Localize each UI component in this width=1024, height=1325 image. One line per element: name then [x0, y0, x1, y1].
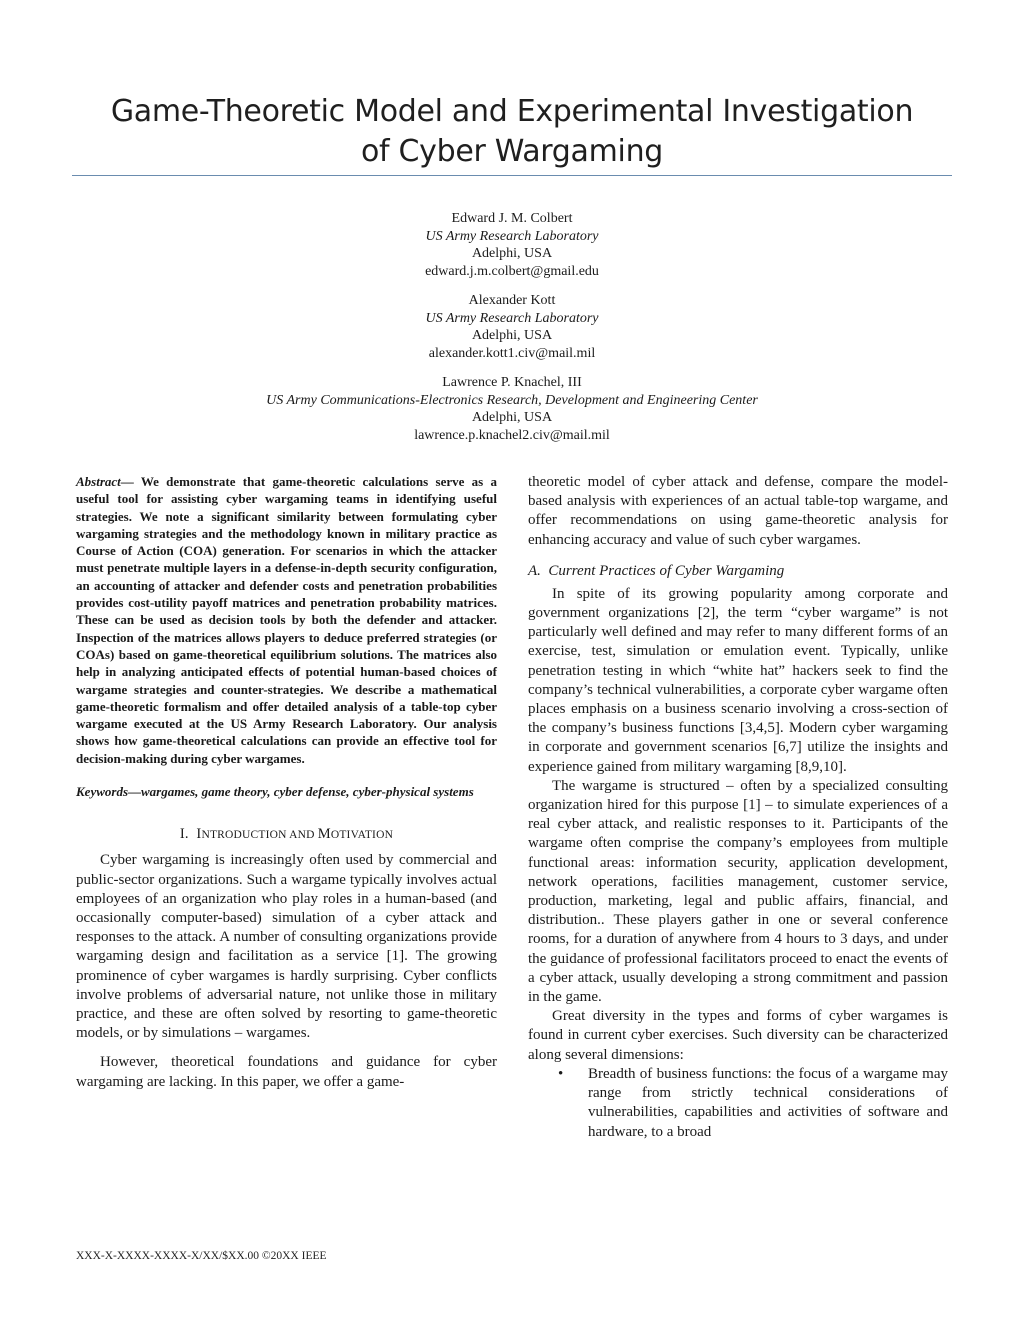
author-location: Adelphi, USA: [471, 246, 553, 261]
section-heading-smallcaps: NTRODUCTION AND: [201, 829, 318, 842]
author-name: Alexander Kott: [468, 293, 556, 308]
subsection-title: Current Practices of Cyber Wargaming: [548, 562, 785, 579]
copyright-footer: XXX-X-XXXX-XXXX-X/XX/$XX.00 ©20XX IEEE: [76, 1250, 327, 1262]
keywords-label: Keywords: [76, 784, 128, 800]
list-item-text: Breadth of business functions: the focus of a wargame may range from strictly technical considerations of vulnerabilities, capabilities and activities of software and hardware, to a broad: [588, 1065, 948, 1140]
author-name: Lawrence P. Knachel, III: [442, 375, 582, 390]
paragraph: The wargame is structured – often by a specialized consulting organization hired for this purpose [1] – to simulate experiences of a real cyber attack, and realistic responses to it. Participants of the wargame often comprise the company’s employees from multiple functional areas: information security, application development, network operations, facilities management, customer service, production, marketing, legal and public affairs, financial, and distribution.. These players gather in one or several conference rooms, for a duration of anywhere from 4 hours to 3 days, and under the guidance of professional facilitators proceed to enact the events of a cyber attack, usually developing a strong commitment and passion in the game.: [528, 777, 948, 1006]
subsection-heading: [528, 562, 948, 581]
keywords: [76, 783, 497, 800]
paper-title: [60, 92, 964, 172]
author-1: [100, 210, 924, 280]
keywords-text: —wargames, game theory, cyber defense, cyber-physical systems: [128, 784, 474, 800]
paragraph: Great diversity in the types and forms of cyber wargames is found in current cyber exercises. Such diversity can be characterized along several dimensions:: [528, 1008, 948, 1063]
section-heading-cap: I: [196, 826, 202, 843]
left-column: [76, 473, 497, 1092]
list-item: [528, 1065, 948, 1142]
paragraph: Cyber wargaming is increasingly often used by commercial and public-sector organizations. Such a wargame typically involves actual employees of an organization who play roles in a human-based (and occasionally computer-based) simulation of a cyber attack and responses to the attack. A number of consulting organizations provide wargaming design and facilitation as a service [1]. The growing prominence of cyber wargames is hardly surprising. Cyber conflicts involve problems of adversarial nature, not unlike those in military practice, and these are often solved by resorting to game-theoretic models, or by simulations – wargames.: [76, 852, 497, 1042]
author-email[interactable]: lawrence.p.knachel2.civ@mail.mil: [414, 427, 610, 443]
paragraph: However, theoretical foundations and guidance for cyber wargaming are lacking. In this paper, we offer a game-: [76, 1054, 497, 1090]
author-name: Edward J. M. Colbert: [451, 211, 573, 226]
section-number: I.: [179, 826, 189, 843]
section-heading-cap: M: [317, 826, 331, 843]
author-email[interactable]: alexander.kott1.civ@mail.mil: [428, 345, 596, 361]
section-heading-smallcaps: OTIVATION: [330, 829, 394, 842]
paragraph: theoretic model of cyber attack and defense, compare the model-based analysis with experiences of an actual table-top wargame, and offer recommendations on using game-theoretic analysis for enhancing accuracy and value of such cyber wargames.: [528, 474, 948, 548]
right-column: [528, 473, 948, 1142]
author-affiliation: US Army Communications-Electronics Research, Development and Engineering Center: [266, 392, 758, 408]
author-affiliation: US Army Research Laboratory: [425, 228, 599, 244]
paragraph: In spite of its growing popularity among corporate and government organizations [2], the term “cyber wargame” is not particularly well defined and may refer to many different forms of an exercise, test, simulation or emulation event. Typically, unlike penetration testing in which “white hat” hackers seek to find the company’s technical vulnerabilities, a corporate cyber wargame often places emphasis on a business scenario involving a cross-section of the company’s business functions [3,4,5]. Modern cyber wargaming in corporate and government scenarios [6,7] utilize the insights and experience gained from military wargaming [8,9,10].: [528, 585, 948, 775]
abstract: [76, 473, 497, 767]
author-2: [100, 292, 924, 362]
abstract-label: Abstract: [76, 474, 121, 489]
abstract-separator: —: [120, 474, 141, 489]
title-line-2: of Cyber Wargaming: [360, 134, 664, 169]
section-heading: [76, 826, 497, 843]
author-affiliation: US Army Research Laboratory: [425, 310, 599, 326]
title-line-1: Game-Theoretic Model and Experimental Investigation: [110, 94, 914, 129]
subsection-label: A.: [528, 562, 541, 579]
author-location: Adelphi, USA: [471, 410, 553, 425]
author-email[interactable]: edward.j.m.colbert@gmail.edu: [425, 263, 599, 279]
author-list: [100, 210, 924, 456]
author-location: Adelphi, USA: [471, 328, 553, 343]
abstract-text: We demonstrate that game-theoretic calculations serve as a useful tool for assisting cyber wargaming teams in identifying useful strategies. We note a significant similarity between formulating cyber wargaming strategies and the methodology known in military practice as Course of Action (COA) generation. For scenarios in which the attacker must penetrate multiple layers in a defense-in-depth security configuration, an accounting of attacker and defender costs and penetration probabilities provides cost-utility payoff matrices and penetration probability matrices. These can be used as decision tools by both the defender and attacker. Inspection of the matrices allows players to deduce preferred strategies (or COAs) based on game-theoretical equilibrium solutions. The matrices also help in analyzing anticipated effects of potential human-based choices of wargame strategies and counter-strategies. We describe a mathematical game-theoretic formalism and offer detailed analysis of a table-top cyber wargame executed at the US Army Research Laboratory. Our analysis shows how game-theoretical calculations can provide an effective tool for decision-making during cyber wargames.: [76, 474, 497, 766]
author-3: [100, 374, 924, 444]
bullet-icon: •: [558, 1065, 564, 1082]
title-divider: [72, 175, 952, 176]
